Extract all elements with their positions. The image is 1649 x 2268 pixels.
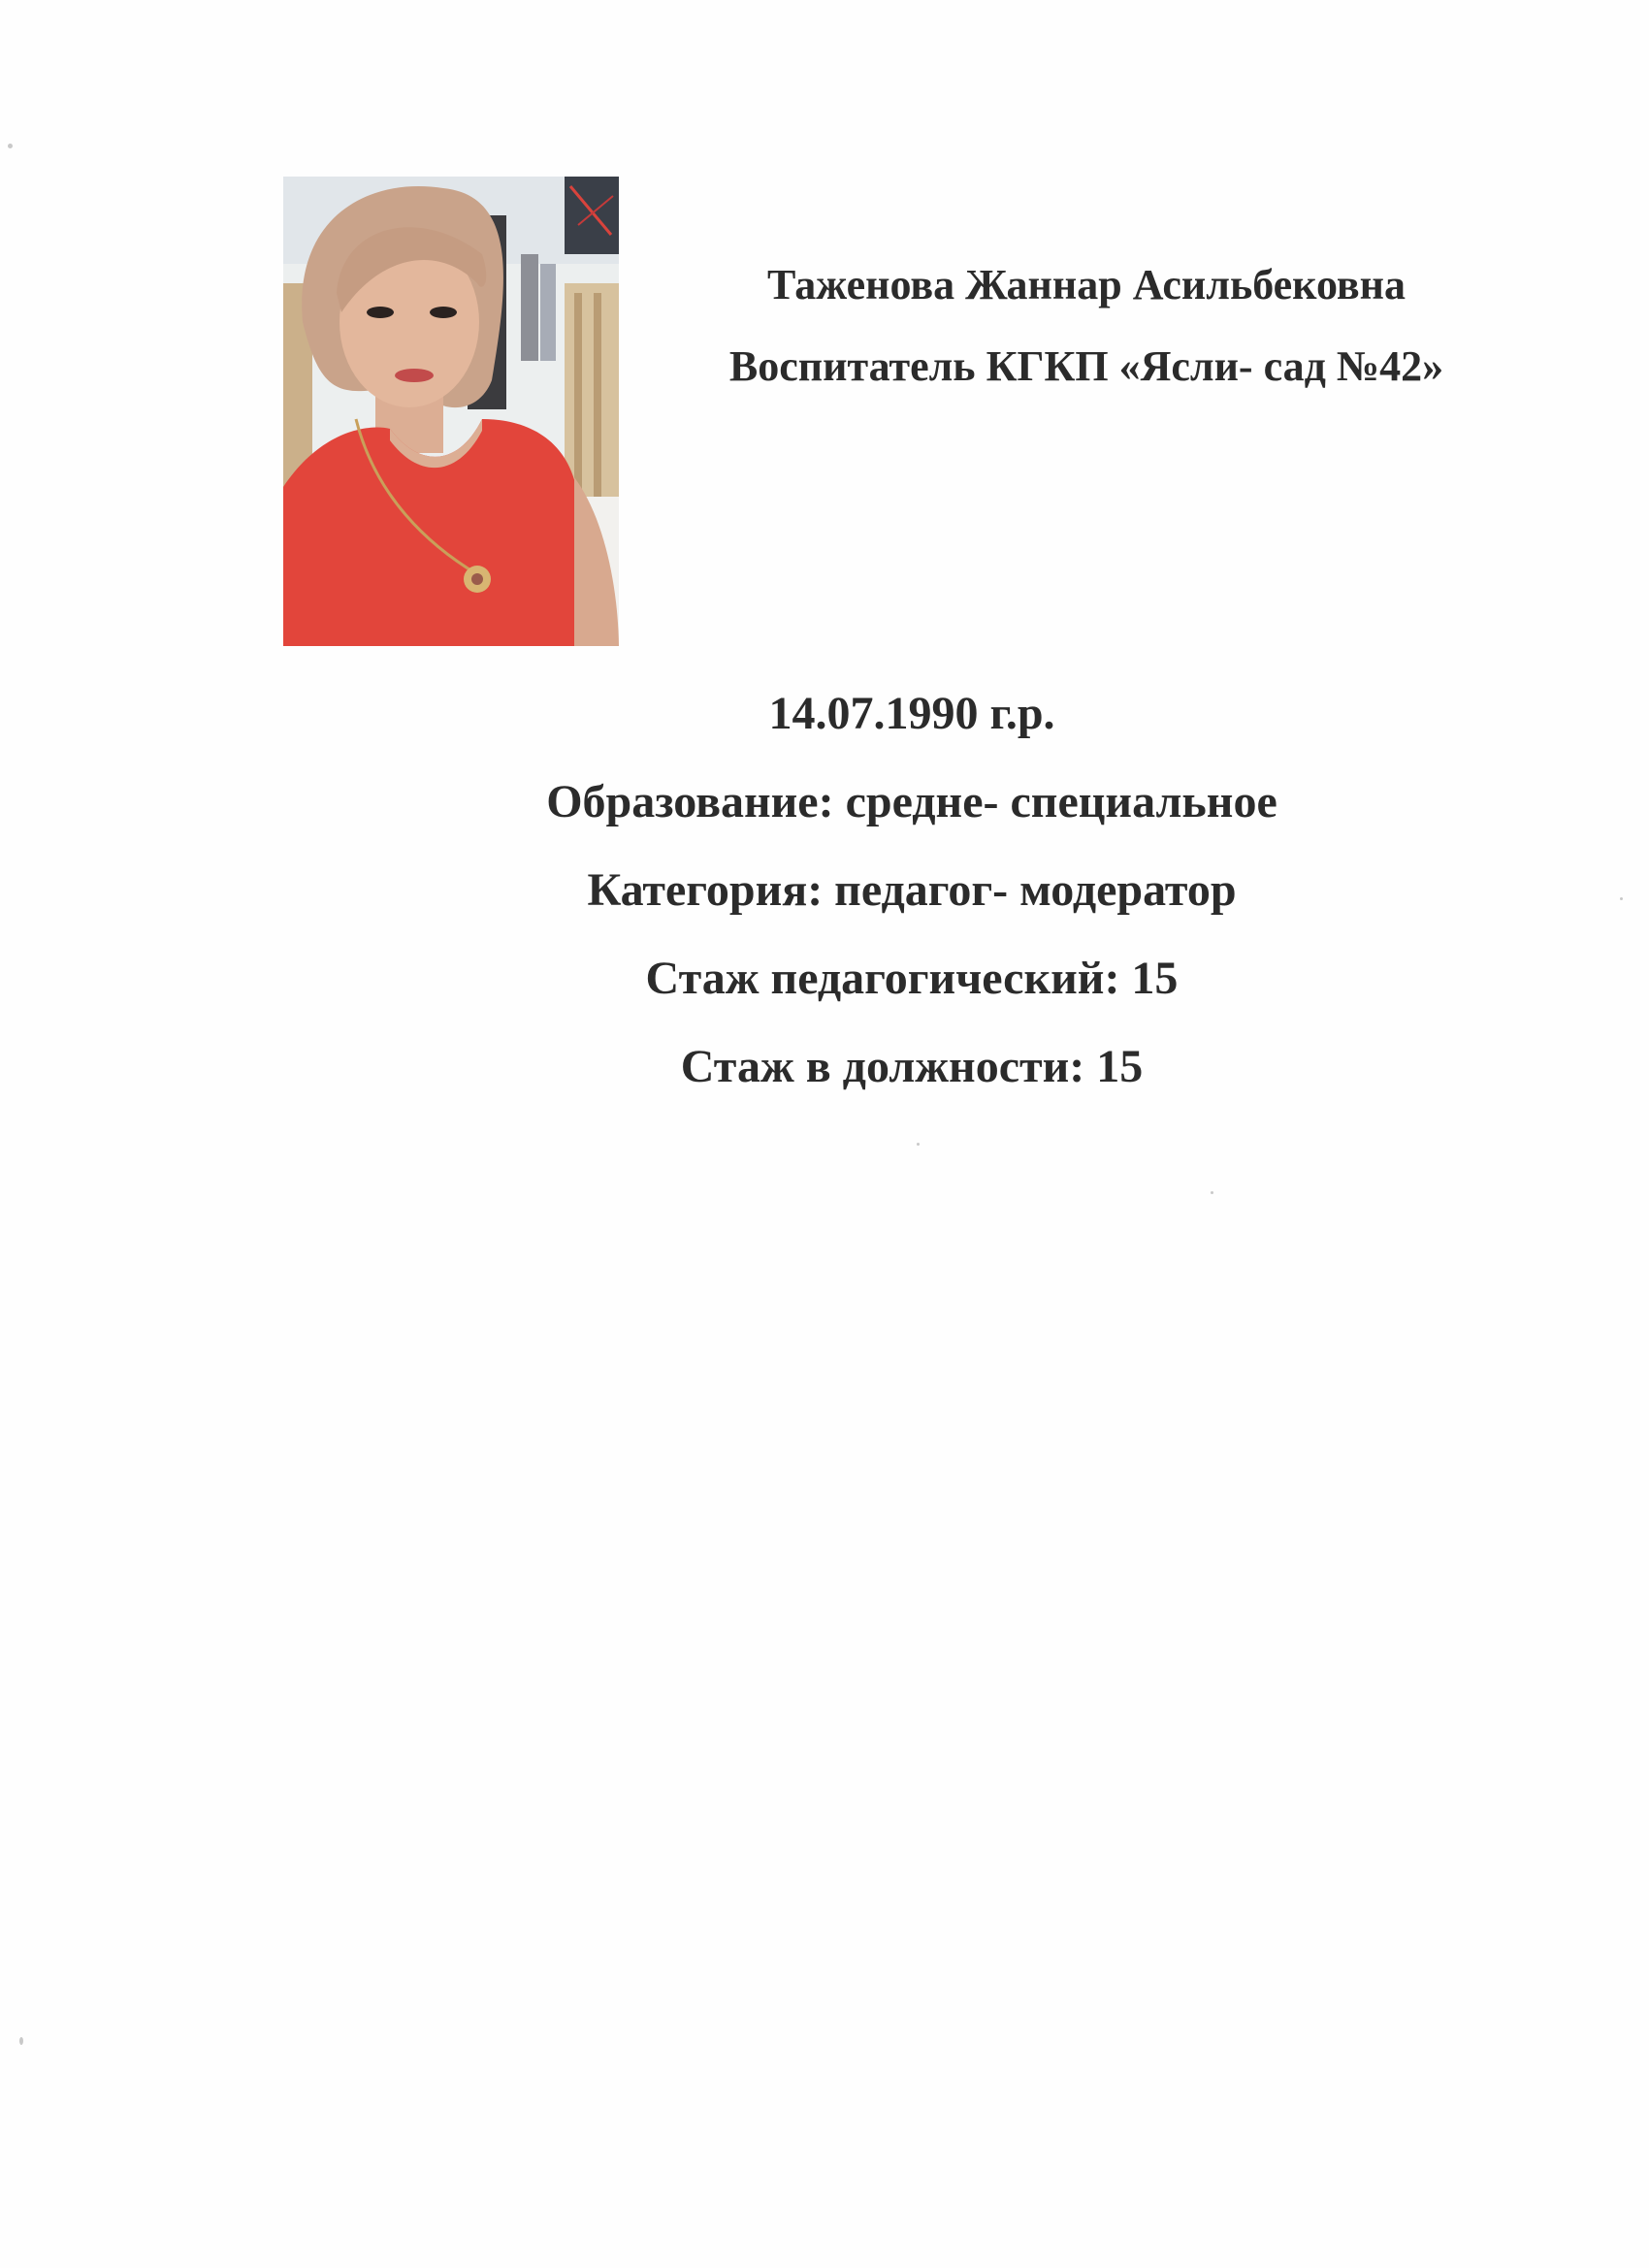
education: Образование: средне- специальное <box>546 776 1277 827</box>
teaching-experience: Стаж педагогический: 15 <box>645 953 1179 1004</box>
employee-header <box>640 261 1533 390</box>
portrait-photo <box>283 177 619 646</box>
category: Категория: педагог- модератор <box>587 864 1237 916</box>
scan-speck <box>1620 897 1623 900</box>
birth-date: 14.07.1990 г.р. <box>768 688 1055 739</box>
scan-speck <box>19 2037 23 2045</box>
scan-speck <box>8 144 13 148</box>
employee-position: Воспитатель КГКП «Ясли- сад №42» <box>728 342 1444 390</box>
portrait-illustration <box>283 177 619 646</box>
scan-speck <box>1211 1191 1213 1194</box>
employee-name: Таженова Жаннар Асильбековна <box>767 261 1406 308</box>
scan-speck <box>917 1143 920 1146</box>
position-experience: Стаж в должности: 15 <box>680 1041 1144 1092</box>
employee-details <box>291 687 1533 1128</box>
